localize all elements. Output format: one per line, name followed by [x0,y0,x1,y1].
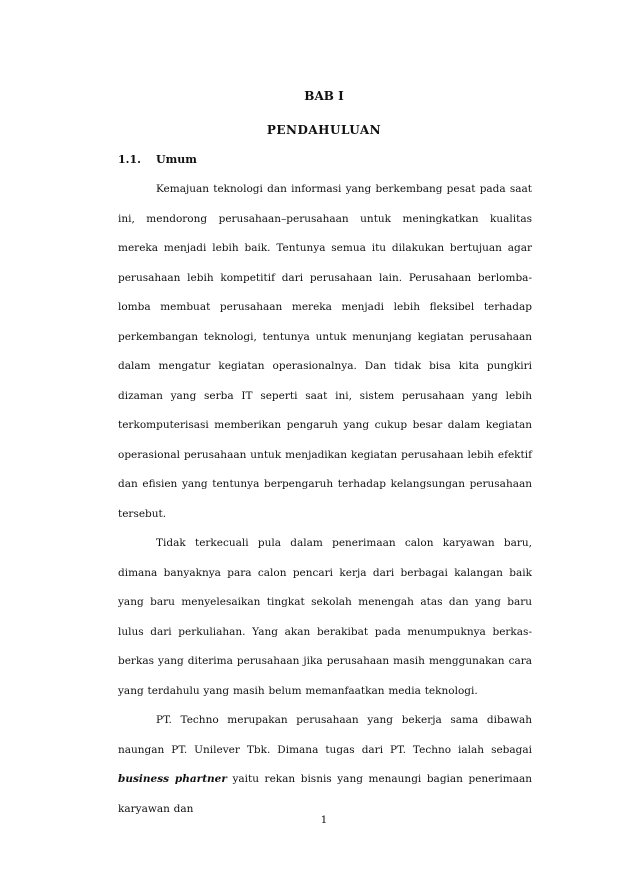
paragraph-3-emphasis: business phartner [118,773,227,785]
chapter-title: PENDAHULUAN [266,123,382,137]
paragraph-3 [118,706,532,824]
page-number: 1 [320,814,328,826]
paragraph-3-text-before: PT. Techno merupakan perusahaan yang bekerja sama dibawah naungan PT. Unilever Tbk. Dimana tugas dari PT. Techno ialah sebagai [118,714,532,756]
section-number: 1.1. [118,153,141,166]
paragraph-2: Tidak terkecuali pula dalam penerimaan calon karyawan baru, dimana banyaknya para calon pencari kerja dari berbagai kalangan baik yang baru menyelesaikan tingkat sekolah menengah atas dan yang baru lulus dari perkuliahan. Yang akan berakibat pada menumpuknya berkas-berkas yang diterima perusahaan jika perusahaan masih menggunakan cara yang terdahulu yang masih belum memanfaatkan media teknologi. [118,537,532,697]
paragraph-1: Kemajuan teknologi dan informasi yang berkembang pesat pada saat ini, mendorong perusahaan–perusahaan untuk meningkatkan kualitas mereka menjadi lebih baik. Tentunya semua itu dilakukan bertujuan agar perusahaan lebih kompetitif dari perusahaan lain. Perusahaan berlomba-lomba membuat perusahaan mereka menjadi lebih fleksibel terhadap perkembangan teknologi, tentunya untuk menunjang kegiatan perusahaan dalam mengatur kegiatan operasionalnya. Dan tidak bisa kita pungkiri dizaman yang serba IT seperti saat ini, sistem perusahaan yang lebih terkomputerisasi memberikan pengaruh yang cukup besar dalam kegiatan operasional perusahaan untuk menjadikan kegiatan perusahaan lebih efektif dan efisien yang tentunya berpengaruh terhadap kelangsungan perusahaan tersebut. [118,183,532,520]
section-title: Umum [156,153,197,166]
chapter-number: BAB I [304,89,344,103]
section-heading [118,152,538,168]
paragraph-3-text-after: yaitu rekan bisnis yang menaungi bagian penerimaan karyawan dan [118,773,532,815]
body-text [118,175,532,824]
